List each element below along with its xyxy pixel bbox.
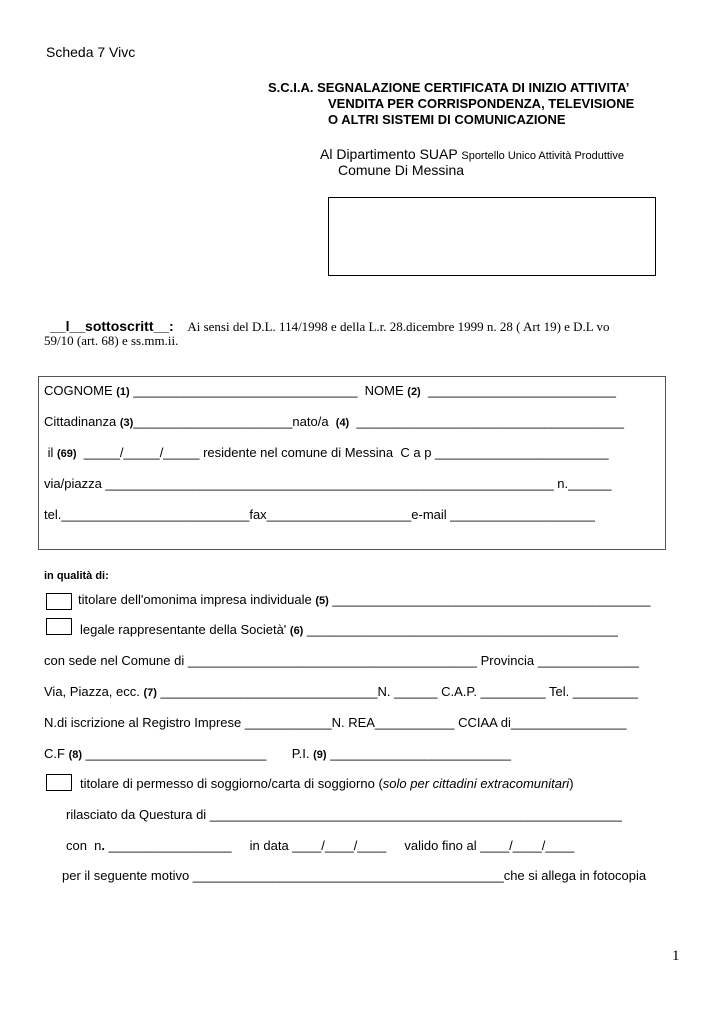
cognome-ref: (1) bbox=[116, 386, 130, 398]
cittadinanza-row bbox=[44, 414, 624, 429]
nome-field[interactable]: __________________________ bbox=[420, 383, 616, 398]
motivo-field[interactable]: ___________________________________________ bbox=[192, 868, 504, 883]
titolare-row bbox=[78, 592, 651, 607]
titolare-ref: (5) bbox=[315, 595, 329, 607]
nome-label: NOME bbox=[364, 383, 408, 398]
sede-field[interactable]: ________________________________________ bbox=[187, 653, 481, 668]
nato-ref: (4) bbox=[335, 417, 350, 429]
il-ref: (69) bbox=[57, 448, 77, 460]
personal-data-section bbox=[38, 376, 666, 550]
form-title-line2: VENDITA PER CORRISPONDENZA, TELEVISIONE bbox=[328, 96, 635, 111]
cciaa-label: CCIAA di bbox=[458, 715, 511, 730]
residente-label: residente nel comune di Messina C a p bbox=[203, 445, 436, 460]
via-n-label: n. bbox=[553, 476, 569, 491]
cf-label: C.F bbox=[44, 746, 69, 761]
pi-ref: (9) bbox=[313, 749, 327, 761]
questura-field[interactable]: _________________________________________________________ bbox=[209, 807, 622, 822]
signer-label: __l__sottoscritt__: bbox=[50, 318, 174, 334]
titolare-label: titolare dell'omonima impresa individuale bbox=[78, 592, 316, 607]
cf-piva-row bbox=[44, 746, 511, 761]
cognome-label: COGNOME bbox=[44, 383, 117, 398]
permesso-data-label: in data bbox=[249, 838, 293, 853]
permesso-label-end: ) bbox=[569, 776, 574, 791]
registro-row bbox=[44, 715, 627, 730]
permesso-checkbox[interactable] bbox=[46, 774, 72, 791]
indirizzo-impresa-row bbox=[44, 684, 638, 699]
legale-checkbox[interactable] bbox=[46, 618, 72, 635]
motivo-label: per il seguente motivo bbox=[62, 868, 193, 883]
via-row bbox=[44, 476, 612, 491]
fax-label: fax bbox=[249, 507, 267, 522]
permesso-numero-field[interactable]: _________________ bbox=[105, 838, 236, 853]
provincia-label: Provincia bbox=[480, 653, 538, 668]
fax-field[interactable]: ____________________ bbox=[266, 507, 412, 522]
questura-row bbox=[66, 807, 622, 822]
permesso-numero-label: con n bbox=[66, 838, 102, 853]
protocol-stamp-box[interactable] bbox=[328, 197, 656, 276]
provincia-field[interactable]: ______________ bbox=[537, 653, 639, 668]
registro-field[interactable]: ____________ bbox=[244, 715, 332, 730]
via-n-field[interactable]: ______ bbox=[568, 476, 612, 491]
birth-date-field[interactable]: _____/_____/_____ bbox=[76, 445, 204, 460]
il-label: il bbox=[44, 445, 57, 460]
page-number: 1 bbox=[672, 948, 680, 964]
sede-row bbox=[44, 653, 639, 668]
titolare-field[interactable]: ____________________________________________ bbox=[328, 592, 651, 607]
cciaa-field[interactable]: ________________ bbox=[510, 715, 627, 730]
cittadinanza-label: Cittadinanza bbox=[44, 414, 120, 429]
impresa-n-field[interactable]: ______ bbox=[394, 684, 442, 699]
impresa-via-label: Via, Piazza, ecc. bbox=[44, 684, 144, 699]
permesso-valido-field[interactable]: ____/____/____ bbox=[480, 838, 575, 853]
nome-ref: (2) bbox=[407, 386, 421, 398]
cap-field[interactable]: ________________________ bbox=[435, 445, 609, 460]
motivo-row bbox=[62, 868, 646, 883]
permesso-label: titolare di permesso di soggiorno/carta di soggiorno ( bbox=[80, 776, 383, 791]
tel-label: tel. bbox=[44, 507, 62, 522]
impresa-tel-field[interactable]: _________ bbox=[572, 684, 638, 699]
legal-reference-text: Ai sensi del D.L. 114/1998 e della L.r. 28.dicembre 1999 n. 28 ( Art 19) e D.L vo bbox=[187, 319, 610, 334]
legale-ref: (6) bbox=[289, 625, 304, 637]
pi-field[interactable]: _________________________ bbox=[326, 746, 511, 761]
impresa-cap-label: C.A.P. bbox=[441, 684, 481, 699]
impresa-cap-field[interactable]: _________ bbox=[480, 684, 550, 699]
cognome-field[interactable]: _______________________________ bbox=[129, 383, 365, 398]
permesso-row bbox=[80, 776, 574, 791]
cittadinanza-ref: (3) bbox=[119, 417, 134, 429]
impresa-via-field[interactable]: ______________________________ bbox=[156, 684, 378, 699]
recipient-office: Sportello Unico Attività Produttive bbox=[461, 150, 624, 162]
cittadinanza-field[interactable]: ______________________ bbox=[133, 414, 293, 429]
rea-field[interactable]: ___________ bbox=[374, 715, 459, 730]
rea-label: N. REA bbox=[331, 715, 375, 730]
recipient-department: Al Dipartimento SUAP bbox=[320, 146, 462, 162]
via-field[interactable]: ______________________________________________________________ bbox=[105, 476, 554, 491]
email-label: e-mail bbox=[411, 507, 451, 522]
impresa-via-ref: (7) bbox=[143, 687, 157, 699]
nato-label: nato/a bbox=[292, 414, 336, 429]
impresa-n-label: N. bbox=[377, 684, 395, 699]
motivo-end: che si allega in fotocopia bbox=[503, 868, 647, 883]
form-title-line3: O ALTRI SISTEMI DI COMUNICAZIONE bbox=[328, 112, 566, 127]
contatti-row bbox=[44, 507, 595, 522]
permesso-valido-label: valido fino al bbox=[404, 838, 481, 853]
form-title-line1: S.C.I.A. SEGNALAZIONE CERTIFICATA DI INIZIO ATTIVITA’ bbox=[268, 80, 630, 95]
tel-field[interactable]: __________________________ bbox=[61, 507, 250, 522]
legal-reference-continuation: 59/10 (art. 68) e ss.mm.ii. bbox=[44, 333, 179, 348]
legale-field[interactable]: ___________________________________________ bbox=[303, 622, 618, 637]
nato-field[interactable]: _____________________________________ bbox=[349, 414, 624, 429]
questura-label: rilasciato da Questura di bbox=[66, 807, 210, 822]
sede-label: con sede nel Comune di bbox=[44, 653, 188, 668]
titolare-checkbox[interactable] bbox=[46, 593, 72, 610]
registro-label: N.di iscrizione al Registro Imprese bbox=[44, 715, 245, 730]
via-label: via/piazza bbox=[44, 476, 106, 491]
legale-row bbox=[80, 622, 618, 637]
form-code: Scheda 7 Vivc bbox=[46, 44, 136, 60]
pi-label: P.I. bbox=[291, 746, 314, 761]
permesso-numero-dot: . bbox=[101, 838, 106, 853]
cognome-nome-row bbox=[44, 383, 616, 398]
email-field[interactable]: ____________________ bbox=[450, 507, 595, 522]
cf-ref: (8) bbox=[68, 749, 83, 761]
permesso-numero-row bbox=[66, 838, 574, 853]
permesso-data-field[interactable]: ____/____/____ bbox=[292, 838, 390, 853]
nascita-residenza-row bbox=[44, 445, 609, 460]
recipient-line1 bbox=[320, 146, 624, 162]
legale-label: legale rappresentante della Società' bbox=[80, 622, 290, 637]
cf-field[interactable]: _________________________ bbox=[82, 746, 267, 761]
qualita-heading: in qualità di: bbox=[44, 570, 109, 582]
permesso-note: solo per cittadini extracomunitari bbox=[382, 776, 570, 791]
impresa-tel-label: Tel. bbox=[549, 684, 573, 699]
recipient-line2: Comune Di Messina bbox=[338, 162, 465, 178]
